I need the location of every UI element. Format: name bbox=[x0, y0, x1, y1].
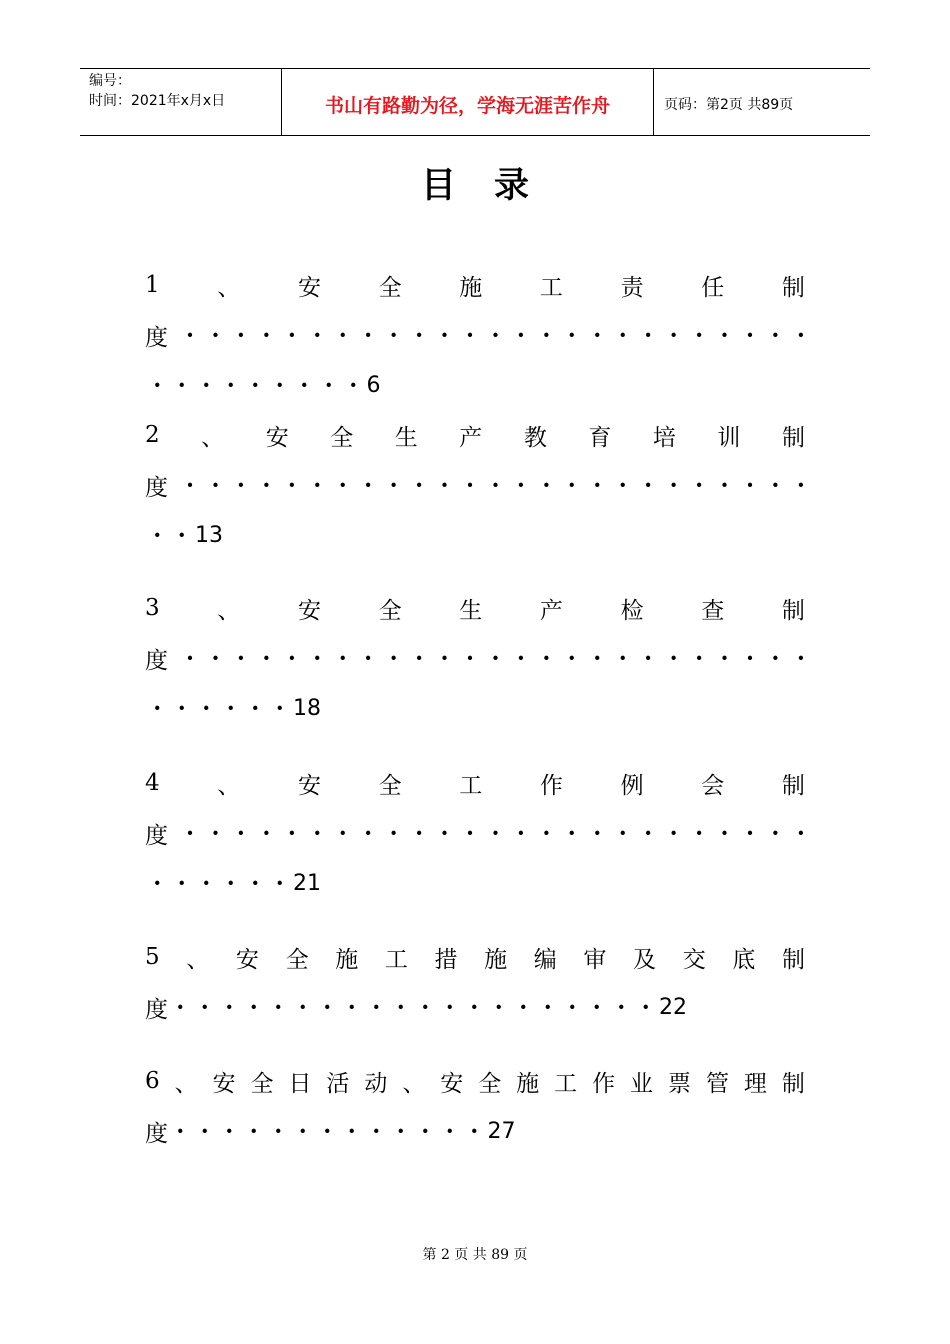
toc-leader-line bbox=[145, 1116, 805, 1146]
toc-char: 培 bbox=[652, 424, 676, 451]
dot-leader: · · · · · · · · · · · · · bbox=[176, 1117, 479, 1145]
toc-char: 制 bbox=[781, 597, 805, 624]
toc-leader-line bbox=[145, 818, 805, 848]
toc-char: 产 bbox=[539, 597, 563, 624]
page-header bbox=[80, 68, 870, 136]
toc-char: 活 bbox=[326, 1070, 350, 1097]
toc-char: 管 bbox=[705, 1070, 729, 1097]
toc-char: 安 bbox=[297, 772, 321, 799]
toc-char: 训 bbox=[717, 424, 741, 451]
toc-leader-tail bbox=[145, 520, 805, 550]
toc-char: 制 bbox=[781, 772, 805, 799]
toc-char: 底 bbox=[732, 946, 756, 973]
dot-leader: · · · · · · · · · · · · · · · · · · · · · · · · · bbox=[186, 819, 805, 847]
toc-char: 、 bbox=[217, 772, 241, 799]
toc-entry[interactable] bbox=[145, 270, 805, 400]
toc-char: 全 bbox=[378, 772, 402, 799]
toc-page-number: 18 bbox=[293, 695, 321, 721]
toc-char: 业 bbox=[630, 1070, 654, 1097]
toc-char: 理 bbox=[743, 1070, 767, 1097]
dot-leader: · · bbox=[153, 521, 186, 549]
toc-char: 交 bbox=[682, 946, 706, 973]
toc-char: 4 bbox=[145, 770, 160, 796]
toc-page-number: 6 bbox=[366, 372, 381, 398]
toc-char: 安 bbox=[440, 1070, 464, 1097]
toc-char: 、 bbox=[402, 1070, 426, 1097]
toc-char: 、 bbox=[217, 274, 241, 301]
toc-char: 3 bbox=[145, 595, 160, 621]
toc-char: 生 bbox=[394, 424, 418, 451]
toc-char: 全 bbox=[330, 424, 354, 451]
toc-char: 度 bbox=[145, 647, 168, 674]
toc-char: 制 bbox=[781, 274, 805, 301]
toc-char: 制 bbox=[781, 424, 805, 451]
toc-char: 工 bbox=[554, 1070, 578, 1097]
toc-char: 检 bbox=[620, 597, 644, 624]
dot-leader: · · · · · · · · · · · · · · · · · · · · · · · · · bbox=[186, 471, 805, 499]
toc-char: 及 bbox=[633, 946, 657, 973]
toc-entry-heading bbox=[145, 593, 805, 623]
toc-leader-line bbox=[145, 992, 805, 1022]
toc-char: 审 bbox=[583, 946, 607, 973]
toc-char: 安 bbox=[212, 1070, 236, 1097]
time-label: 时间：2021年x月x日 bbox=[89, 93, 226, 109]
toc-char: 生 bbox=[459, 597, 483, 624]
toc-char: 例 bbox=[620, 772, 644, 799]
dot-leader: · · · · · · · · · · · · · · · · · · · · bbox=[176, 993, 650, 1021]
toc-leader-line bbox=[145, 320, 805, 350]
toc-entry[interactable] bbox=[145, 768, 805, 898]
dot-leader: · · · · · · bbox=[153, 694, 284, 722]
toc-char: 作 bbox=[592, 1070, 616, 1097]
toc-char: 度 bbox=[145, 324, 168, 351]
toc-char: 全 bbox=[478, 1070, 502, 1097]
toc-leader-tail bbox=[145, 868, 805, 898]
toc-char: 施 bbox=[516, 1070, 540, 1097]
toc-char: 度 bbox=[145, 474, 168, 501]
toc-char: 责 bbox=[620, 274, 644, 301]
toc-char: 施 bbox=[459, 274, 483, 301]
toc-char: 作 bbox=[539, 772, 563, 799]
toc-char: 、 bbox=[186, 946, 210, 973]
toc-char: 2 bbox=[145, 422, 160, 448]
toc-char: 票 bbox=[667, 1070, 691, 1097]
toc-char: 6 bbox=[145, 1068, 160, 1094]
toc-page-number: 21 bbox=[293, 870, 321, 896]
page-footer: 第 2 页 共 89 页 bbox=[422, 1247, 528, 1263]
toc-char: 、 bbox=[217, 597, 241, 624]
toc-char: 全 bbox=[378, 274, 402, 301]
header-page-info: 页码：第2页 共89页 bbox=[664, 97, 794, 113]
toc-char: 、 bbox=[174, 1070, 198, 1097]
toc-leader-tail bbox=[145, 370, 805, 400]
header-meta bbox=[80, 69, 282, 135]
toc-char: 任 bbox=[701, 274, 725, 301]
toc-entry-heading bbox=[145, 1066, 805, 1096]
toc-char: 全 bbox=[378, 597, 402, 624]
toc-char: 安 bbox=[235, 946, 259, 973]
toc-char: 度 bbox=[145, 996, 168, 1023]
toc-char: 、 bbox=[201, 424, 225, 451]
dot-leader: · · · · · · · · · · · · · · · · · · · · · · · · · bbox=[186, 321, 805, 349]
toc-char: 施 bbox=[484, 946, 508, 973]
page-title: 目录 bbox=[420, 166, 567, 206]
number-label: 编号： bbox=[89, 73, 131, 89]
toc-char: 度 bbox=[145, 1120, 168, 1147]
toc-char: 教 bbox=[523, 424, 547, 451]
toc-char: 度 bbox=[145, 822, 168, 849]
toc-char: 全 bbox=[285, 946, 309, 973]
toc-char: 制 bbox=[781, 946, 805, 973]
toc-entry-heading bbox=[145, 768, 805, 798]
toc-char: 全 bbox=[250, 1070, 274, 1097]
toc-entry[interactable] bbox=[145, 942, 805, 1022]
toc-char: 产 bbox=[459, 424, 483, 451]
toc-char: 措 bbox=[434, 946, 458, 973]
toc-entry-heading bbox=[145, 270, 805, 300]
toc-char: 动 bbox=[364, 1070, 388, 1097]
toc-char: 安 bbox=[297, 597, 321, 624]
dot-leader: · · · · · · · · · · · · · · · · · · · · · · · · · bbox=[186, 644, 805, 672]
toc-page-number: 13 bbox=[195, 522, 223, 548]
toc-entry[interactable] bbox=[145, 420, 805, 550]
toc-page-number: 27 bbox=[487, 1118, 516, 1144]
dot-leader: · · · · · · · · · bbox=[153, 371, 358, 399]
toc-page-number: 22 bbox=[659, 994, 687, 1020]
toc-char: 育 bbox=[588, 424, 612, 451]
toc-leader-tail bbox=[145, 693, 805, 723]
toc-char: 编 bbox=[533, 946, 557, 973]
toc-entry-heading bbox=[145, 420, 805, 450]
toc-char: 日 bbox=[288, 1070, 312, 1097]
toc-char: 安 bbox=[265, 424, 289, 451]
toc-leader-line bbox=[145, 643, 805, 673]
toc-char: 查 bbox=[701, 597, 725, 624]
toc-char: 安 bbox=[297, 274, 321, 301]
dot-leader: · · · · · · bbox=[153, 869, 284, 897]
toc-entry[interactable] bbox=[145, 1066, 805, 1146]
toc-char: 会 bbox=[701, 772, 725, 799]
toc-char: 5 bbox=[145, 944, 160, 970]
toc-char: 施 bbox=[335, 946, 359, 973]
toc-entry-heading bbox=[145, 942, 805, 972]
toc-entry[interactable] bbox=[145, 593, 805, 723]
toc-char: 1 bbox=[145, 272, 160, 298]
header-motto: 书山有路勤为径，学海无涯苦作舟 bbox=[282, 69, 654, 135]
toc-char: 制 bbox=[781, 1070, 805, 1097]
toc-char: 工 bbox=[384, 946, 408, 973]
toc-char: 工 bbox=[459, 772, 483, 799]
toc-char: 工 bbox=[539, 274, 563, 301]
toc-leader-line bbox=[145, 470, 805, 500]
